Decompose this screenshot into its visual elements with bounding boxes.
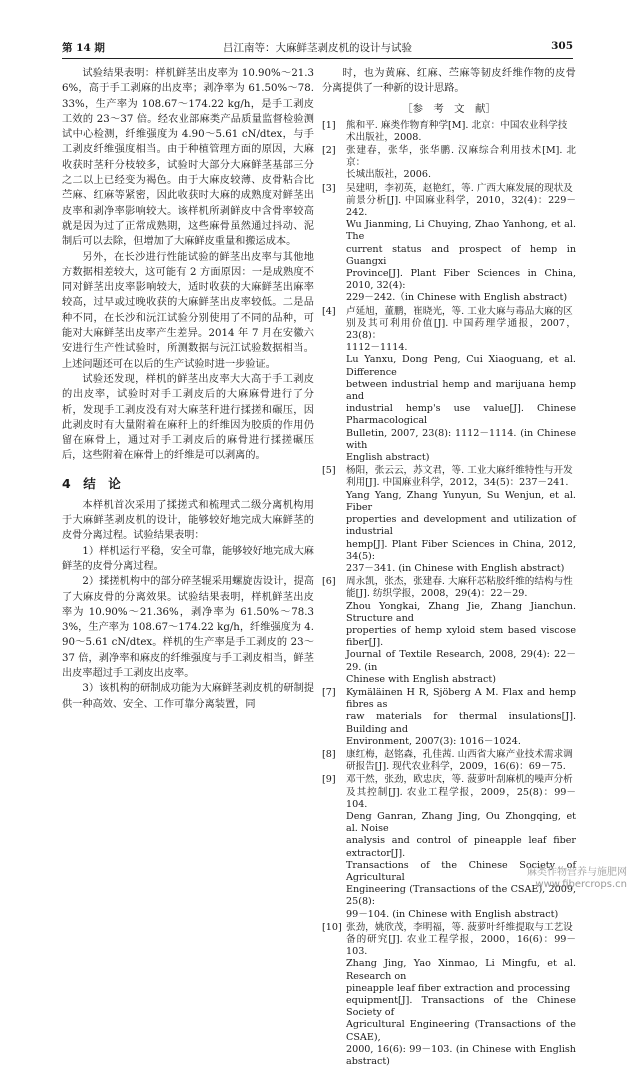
reference-text: between industrial hemp and marijuana hemp and xyxy=(346,378,576,403)
reference-number: [9] xyxy=(322,774,336,786)
reference-number: [2] xyxy=(322,145,336,156)
reference-text: 研报告[J]. 现代农业科学，2009，16(6)：69－75. xyxy=(346,761,566,773)
reference-text: 2000, 16(6): 99－103. (in Chinese with English abstract) xyxy=(346,1043,576,1068)
reference-text: Zhou Yongkai, Zhang Jie, Zhang Jianchun. Structure and xyxy=(346,600,576,624)
reference-text: 吴建明，李初英，赵艳红，等. 广西大麻发展的现状及 xyxy=(346,182,573,194)
reference-text: analysis and control of pineapple leaf fiber extractor[J]. xyxy=(346,835,576,859)
reference-text: Lu Yanxu, Dong Peng, Cui Xiaoguang, et al. Difference xyxy=(346,354,576,378)
reference-text: Journal of Textile Research, 2008, 29(4): 22－29. (in xyxy=(346,649,576,673)
conclusion-item: 3）该机构的研制成功能为大麻鲜茎剥皮机的研制提供一种高效、安全、工作可靠分离装置，同 xyxy=(62,683,314,710)
running-title: 吕江南等：大麻鲜茎剥皮机的设计与试验 xyxy=(223,42,412,54)
reference-number: [3] xyxy=(322,182,336,194)
reference-text: properties of hemp xyloid stem based viscose fiber[J]. xyxy=(346,624,576,649)
body-paragraph: 试验结果表明：样机鲜茎出皮率为 10.90%～21.36%，高于手工剥麻的出皮率；剥净率为 61.50%～78.33%，生产率为 108.67～174.22 kg/h，是手工剥皮工效的 23～37 倍。经农业部麻类产品质量监督检验测试中心检测，纤维强度为 4.90～5.61 cN/dtex，与手工剥皮纤维强度相当。由于种植管理方面的原因，大麻收获时茎秆分枝较多，试验时大部分大麻鲜茎基部三分之二以上已经变为褐色。由于大麻皮较薄、皮骨粘合比苎麻、红麻等紧密，因此收获时大麻的成熟度对鲜茎出皮率和剥净率影响较大。该样机所剥鲜皮中含骨率较高就是因为过了正常成熟期，这些麻骨虽然通过抖动、泥制后可以去除，但增加了大麻鲜皮重量和搬运成本。 xyxy=(62,68,314,248)
reference-text: equipment[J]. Transactions of the Chinese Society of xyxy=(346,995,576,1019)
left-column xyxy=(62,66,314,712)
reference-text: Wu Jianming, Li Chuying, Zhao Yanhong, et al. The xyxy=(346,219,576,243)
reference-text: raw materials for thermal insulations[J]. Building and xyxy=(346,711,576,735)
reference-text: industrial hemp's use value[J]. Chinese Pharmacological xyxy=(346,403,576,427)
conclusion-item: 2）揉搓机构中的部分碎茎辊采用螺旋齿设计，提高了大麻皮骨的分离效果。试验结果表明，样机鲜茎出皮率为 10.90%～21.36%，剥净率为 61.50%～78.33%，生产率为 108.67～174.22 kg/h，纤维强度为 4.90～5.61 cN/dtex。样机的生产率是手工剥皮的 23～37 倍，剥净率和麻皮的纤维强度与手工剥皮相当，鲜茎出皮率超过手工剥皮出皮率。 xyxy=(62,576,314,679)
reference-item xyxy=(322,465,576,575)
reference-text: Environment, 2007(3): 1016－1024. xyxy=(346,735,521,747)
reference-text: current status and prospect of hemp in Guangxi xyxy=(346,243,576,267)
reference-item xyxy=(322,922,576,1068)
reference-item xyxy=(322,183,576,305)
reference-text: 邓干然，张劲，欧忠庆，等. 菠萝叶刮麻机的噪声分析 xyxy=(346,774,573,786)
reference-text: Kymäläinen H R, Sjöberg A M. Flax and hemp fibres as xyxy=(346,686,576,711)
reference-number: [10] xyxy=(322,921,342,933)
reference-item xyxy=(322,306,576,465)
reference-text: 术出版社，2008. xyxy=(346,131,422,143)
reference-text: Agricultural Engineering (Transactions of the CSAE), xyxy=(346,1019,576,1043)
reference-text: Zhang Jing, Yao Xinmao, Li Mingfu, et al. Research on xyxy=(346,958,576,982)
reference-number: [6] xyxy=(322,576,336,588)
reference-text: 卢延旭，董鹏，崔晓光，等. 工业大麻与毒品大麻的区 xyxy=(346,305,573,317)
reference-text: 99－104. (in Chinese with English abstract) xyxy=(346,908,559,920)
watermark xyxy=(527,867,627,891)
reference-item xyxy=(322,576,576,686)
page-number: 305 xyxy=(551,40,573,52)
reference-number: [8] xyxy=(322,748,336,760)
reference-text: Yang Yang, Zhang Yunyun, Su Wenjun, et al. Fiber xyxy=(346,489,576,513)
reference-text: Transactions of the Chinese Society of Agricultural xyxy=(346,859,576,883)
reference-item xyxy=(322,687,576,748)
reference-text: 张劲，姚欣茂，李明福，等. 菠萝叶纤维提取与工艺设 xyxy=(346,921,573,933)
conclusion-item: 1）样机运行平稳，安全可靠，能够较好地完成大麻鲜茎的皮骨分离过程。 xyxy=(62,545,314,572)
reference-text: 周永凯，张杰，张建春. 大麻秆芯粘胶纤维的结构与性 xyxy=(346,576,573,588)
reference-text: properties and development and utilization of industrial xyxy=(346,514,576,538)
reference-text: 前景分析[J]. 中国麻业科学，2010，32(4)：229－242. xyxy=(346,194,576,219)
reference-text: 利用[J]. 中国麻业科学，2012，34(5)：237－241. xyxy=(346,477,569,489)
reference-text: 237－341. (in Chinese with English abstract) xyxy=(346,562,565,574)
reference-text: 229－242.（in Chinese with English abstract) xyxy=(346,292,568,304)
body-paragraph: 试验还发现，样机的鲜茎出皮率大大高于手工剥皮的出皮率，试验时对手工剥皮后的大麻麻骨进行了分析，发现手工剥皮没有对大麻茎秆进行揉搓和碾压，因此剥皮时有大量附着在麻秆上的纤维因为胶质的作用仍留在麻骨上，通过对手工剥皮后的麻骨进行揉搓碾压后，这些附着在麻骨上的纤维是可以剥离的。 xyxy=(62,373,314,462)
reference-text: English abstract) xyxy=(346,452,430,464)
reference-text: 熊和平. 麻类作物育种学[M]. 北京：中国农业科学技 xyxy=(346,119,568,131)
reference-text: Chinese with English abstract) xyxy=(346,673,496,685)
right-column xyxy=(322,66,576,1069)
reference-item xyxy=(322,120,576,144)
reference-text: 及其控制[J]. 农业工程学报，2009，25(8)：99－104. xyxy=(346,786,576,810)
reference-number: [5] xyxy=(322,465,336,477)
reference-text: pineapple leaf fiber extraction and processing xyxy=(346,982,571,994)
reference-text: 备的研究[J]. 农业工程学报，2000，16(6)：99－103. xyxy=(346,934,576,958)
body-paragraph: 时，也为黄麻、红麻、苎麻等韧皮纤维作物的皮骨分离提供了一种新的设计思路。 xyxy=(322,68,576,95)
reference-number: [4] xyxy=(322,305,336,317)
body-paragraph: 另外，在长沙进行性能试验的鲜茎出皮率与其他地方数据相差较大，这可能有 2 方面原因：一是成熟度不同对鲜茎出皮率影响较大，适时收获的大麻鲜茎出麻率较高，过早或过晚收获的大麻鲜茎出皮率较低。二是品种不同，在长沙和沅江试验分别使用了不同的品种，可能对大麻鲜茎出皮率产生差异。2014 年 7 月在安徽六安进行生产性试验时，所测数据与沅江试验数据相当。上述问题还可在以后的生产试验时进一步验证。 xyxy=(62,251,314,370)
watermark-url: www.fibercrops.cn xyxy=(535,879,627,890)
section-heading-conclusion: 4 结 论 xyxy=(62,475,121,491)
reference-item xyxy=(322,145,576,182)
reference-item xyxy=(322,749,576,773)
reference-number: [7] xyxy=(322,686,336,698)
reference-text: 张建春，张华，张华鹏. 汉麻综合利用技术[M]. 北京： xyxy=(346,145,576,169)
reference-text: 别及其可利用价值[J]. 中国药理学通报，2007，23(8)： xyxy=(346,317,576,342)
body-paragraph: 本样机首次采用了揉搓式和梳理式二级分离机构用于大麻鲜茎剥皮机的设计，能够较好地完成大麻鲜茎的皮骨分离过程。试验结果表明： xyxy=(62,499,314,542)
reference-text: hemp[J]. Plant Fiber Sciences in China, 2012, 34(5): xyxy=(346,538,576,562)
reference-text: 1112－1114. xyxy=(346,342,408,354)
references-heading: ［参 考 文 献］ xyxy=(402,102,496,115)
reference-text: 康红梅，赵铭森，孔佳茜. 山西省大麻产业技术需求调 xyxy=(346,748,573,760)
reference-text: Deng Ganran, Zhang Jing, Ou Zhongqing, et al. Noise xyxy=(346,810,576,835)
reference-text: 长城出版社，2006. xyxy=(346,169,432,181)
running-header xyxy=(62,38,573,56)
reference-text: Province[J]. Plant Fiber Sciences in China, 2010, 32(4): xyxy=(346,268,576,292)
reference-text: 杨阳，张云云，苏文君，等. 工业大麻纤维特性与开发 xyxy=(346,465,573,477)
header-rule xyxy=(62,58,573,59)
reference-text: 能[J]. 纺织学报，2008，29(4)：22－29. xyxy=(346,588,528,600)
reference-text: Engineering (Transactions of the CSAE), 2009, 25(8): xyxy=(346,884,576,908)
reference-text: Bulletin, 2007, 23(8): 1112－1114. (in Chinese with xyxy=(346,427,576,451)
issue-number: 第 14 期 xyxy=(62,42,105,54)
reference-number: [1] xyxy=(322,119,336,131)
watermark-name: 麻类作物营养与施肥网 xyxy=(527,867,627,878)
reference-list xyxy=(322,120,576,1069)
